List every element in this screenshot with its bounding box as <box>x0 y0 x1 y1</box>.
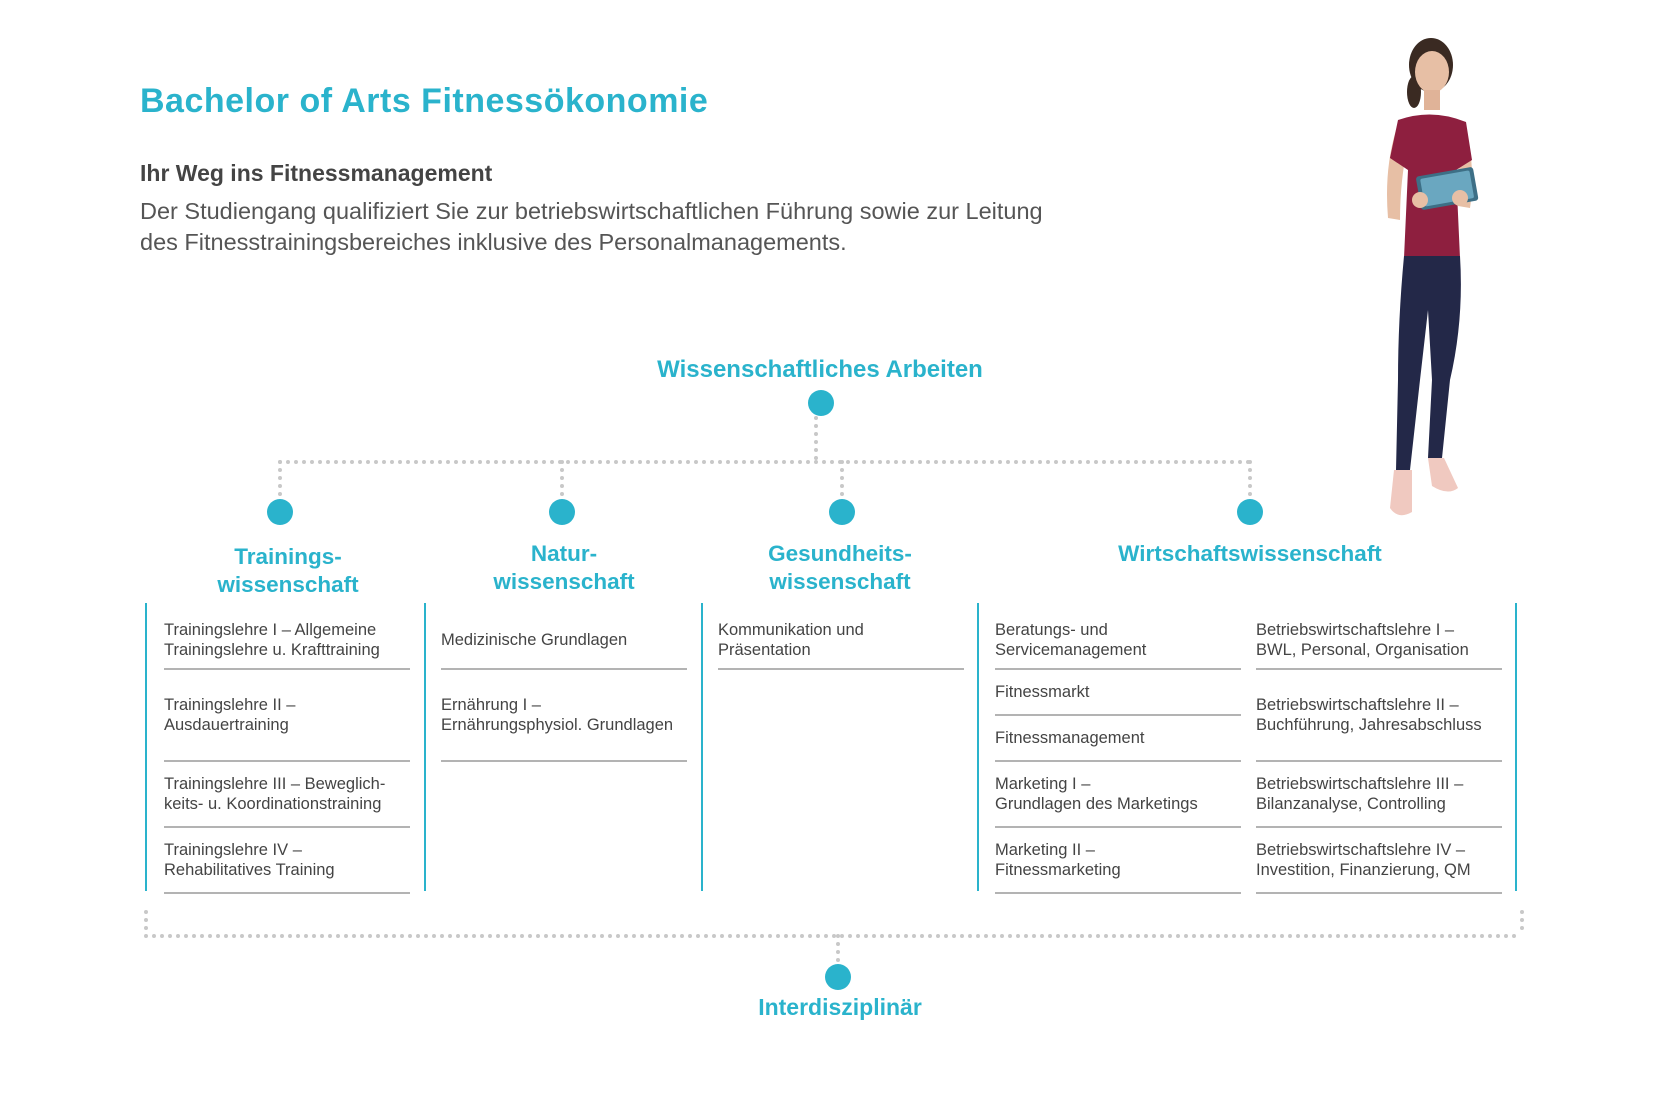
column-heading-training <box>170 543 406 599</box>
list-item <box>164 612 410 670</box>
heading-line: Wirtschaftswissenschaft <box>1118 541 1382 566</box>
list-item <box>995 716 1241 762</box>
item-text: Trainingslehre I – Allgemeine <box>164 621 377 639</box>
column-divider <box>701 603 703 891</box>
item-text: Trainingslehre III – Beweglich- <box>164 775 386 793</box>
item-text: Investition, Finanzierung, QM <box>1256 861 1471 879</box>
node-dot-wirtschaft <box>1237 499 1263 525</box>
description-line-2: des Fitnesstrainingsbereiches inklusive des Personalmanagements. <box>140 229 847 255</box>
column-heading-wirtschaft <box>1060 540 1440 568</box>
heading-line: Natur- <box>530 541 598 566</box>
list-item <box>995 670 1241 716</box>
list-item <box>441 612 687 670</box>
item-text: Marketing II – <box>995 841 1095 859</box>
item-text: Ernährung I – <box>441 696 541 714</box>
item-text: Medizinische Grundlagen <box>441 631 628 649</box>
item-text: Betriebswirtschaftslehre IV – <box>1256 841 1466 859</box>
node-dot-natur <box>549 499 575 525</box>
list-item <box>995 762 1241 828</box>
item-text: Fitnessmarkt <box>995 683 1090 701</box>
item-text: Grundlagen des Marketings <box>995 795 1198 813</box>
item-text: BWL, Personal, Organisation <box>1256 641 1469 659</box>
item-text: Präsentation <box>718 641 811 659</box>
list-item <box>1256 670 1502 762</box>
item-text: Trainingslehre IV – <box>164 841 302 859</box>
column-heading-gesundheit <box>720 540 960 596</box>
column-heading-natur <box>450 540 678 596</box>
list-item <box>164 828 410 894</box>
heading-line: wissenschaft <box>493 569 635 594</box>
item-text: Marketing I – <box>995 775 1091 793</box>
node-dot-training <box>267 499 293 525</box>
description-line-1: Der Studiengang qualifiziert Sie zur betriebswirtschaftlichen Führung sowie zur Leitung <box>140 198 1043 224</box>
list-item <box>441 670 687 762</box>
top-node-dot <box>808 390 834 416</box>
item-text: Ausdauertraining <box>164 716 289 734</box>
page-title: Bachelor of Arts Fitnessökonomie <box>140 82 709 120</box>
column-divider <box>424 603 426 891</box>
bottom-node-label: Interdisziplinär <box>758 994 922 1020</box>
woman-with-tablet-illustration <box>1340 20 1520 540</box>
item-text: Ernährungsphysiol. Grundlagen <box>441 716 674 734</box>
item-text: Rehabilitatives Training <box>164 861 335 879</box>
list-item <box>164 670 410 762</box>
item-text: Fitnessmanagement <box>995 729 1145 747</box>
item-text: Trainingslehre u. Krafttraining <box>164 641 380 659</box>
item-text: Trainingslehre II – <box>164 696 296 714</box>
heading-line: wissenschaft <box>769 569 911 594</box>
list-item <box>995 612 1241 670</box>
page-subtitle: Ihr Weg ins Fitnessmanagement <box>140 160 493 186</box>
item-text: Fitnessmarketing <box>995 861 1121 879</box>
column-divider <box>977 603 979 891</box>
item-text: Beratungs- und <box>995 621 1108 639</box>
column-divider <box>145 603 147 891</box>
item-text: Betriebswirtschaftslehre II – <box>1256 696 1459 714</box>
heading-line: Gesundheits- <box>768 541 912 566</box>
list-item <box>1256 762 1502 828</box>
column-divider <box>1515 603 1517 891</box>
node-dot-gesundheit <box>829 499 855 525</box>
list-item <box>164 762 410 828</box>
heading-line: Trainings- <box>234 544 342 569</box>
item-text: Betriebswirtschaftslehre I – <box>1256 621 1455 639</box>
item-text: Bilanzanalyse, Controlling <box>1256 795 1446 813</box>
top-node-label: Wissenschaftliches Arbeiten <box>657 356 983 383</box>
list-item <box>718 612 964 670</box>
heading-line: wissenschaft <box>217 572 359 597</box>
item-text: keits- u. Koordinationstraining <box>164 795 382 813</box>
list-item <box>1256 612 1502 670</box>
list-item <box>995 828 1241 894</box>
list-item <box>1256 828 1502 894</box>
item-text: Servicemanagement <box>995 641 1147 659</box>
item-text: Kommunikation und <box>718 621 864 639</box>
bottom-node-dot <box>825 964 851 990</box>
item-text: Betriebswirtschaftslehre III – <box>1256 775 1464 793</box>
item-text: Buchführung, Jahresabschluss <box>1256 716 1482 734</box>
